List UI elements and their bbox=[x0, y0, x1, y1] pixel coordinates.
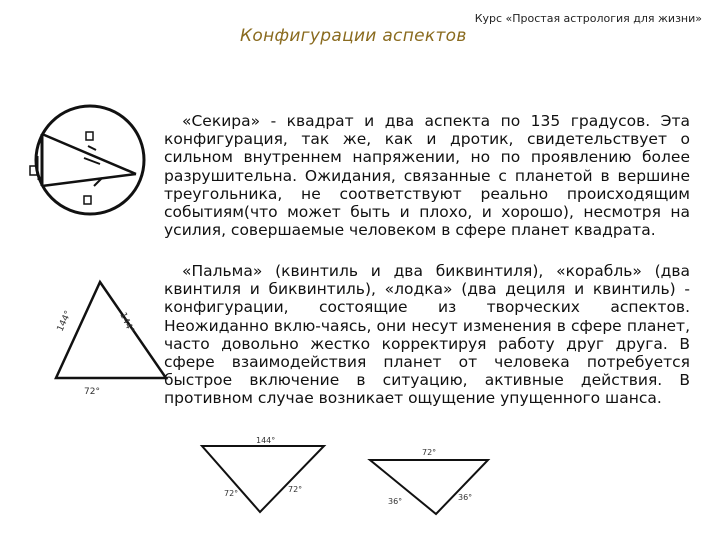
axe-triangle-bottom-edge bbox=[42, 174, 136, 186]
ship-top-label: 144° bbox=[256, 436, 276, 445]
ship-left-label: 72° bbox=[224, 489, 239, 498]
axe-inner-stroke bbox=[88, 146, 96, 150]
axe-diagram bbox=[24, 96, 150, 230]
course-name: Курс «Простая астрология для жизни» bbox=[474, 12, 702, 25]
page-title: Конфигурации аспектов bbox=[240, 26, 467, 46]
boat-diagram bbox=[362, 446, 494, 522]
palm-base-label: 72° bbox=[84, 387, 100, 397]
palm-diagram bbox=[40, 276, 170, 406]
axe-square-mark bbox=[86, 132, 93, 140]
palm-left-label: 144° bbox=[55, 309, 74, 334]
palm-triangle bbox=[56, 282, 166, 378]
boat-right-label: 36° bbox=[458, 493, 473, 502]
boat-left-label: 36° bbox=[388, 497, 403, 506]
boat-top-label: 72° bbox=[422, 448, 437, 457]
palm-description: «Пальма» (квинтиль и два биквинтиля), «корабль» (два квинтиля и биквинтиль), «лодка» (два дециля и квинтиль) - конфигурации, состоящие из творческих аспектов. Неожиданно вклю-чаясь, они несут изменения в сфере планет, часто довольно жестко корректируя работу друг друга. В сфере взаимодействия планет от человека потребуется быстрое включение в ситуацию, активные действия. В противном случае возникает ощущение упущенного шанса. bbox=[164, 262, 690, 408]
ship-triangle bbox=[202, 446, 324, 512]
palm-right-label: 144° bbox=[117, 311, 136, 335]
ship-right-label: 72° bbox=[288, 485, 303, 494]
axe-square-mark bbox=[84, 196, 91, 204]
ship-diagram bbox=[192, 434, 332, 520]
axe-description: «Секира» - квадрат и два аспекта по 135 градусов. Эта конфигурация, так же, как и дротик, свидетельствует о сильном внутреннем напряжении, но по проявлению более разрушительна. Ожидания, связанные с планетой в вершине треугольника, не соответствуют реально происходящим событиям(что может быть и плохо, и хорошо), несмотря на усилия, совершаемые человеком в сфере планет квадрата. bbox=[164, 112, 690, 240]
